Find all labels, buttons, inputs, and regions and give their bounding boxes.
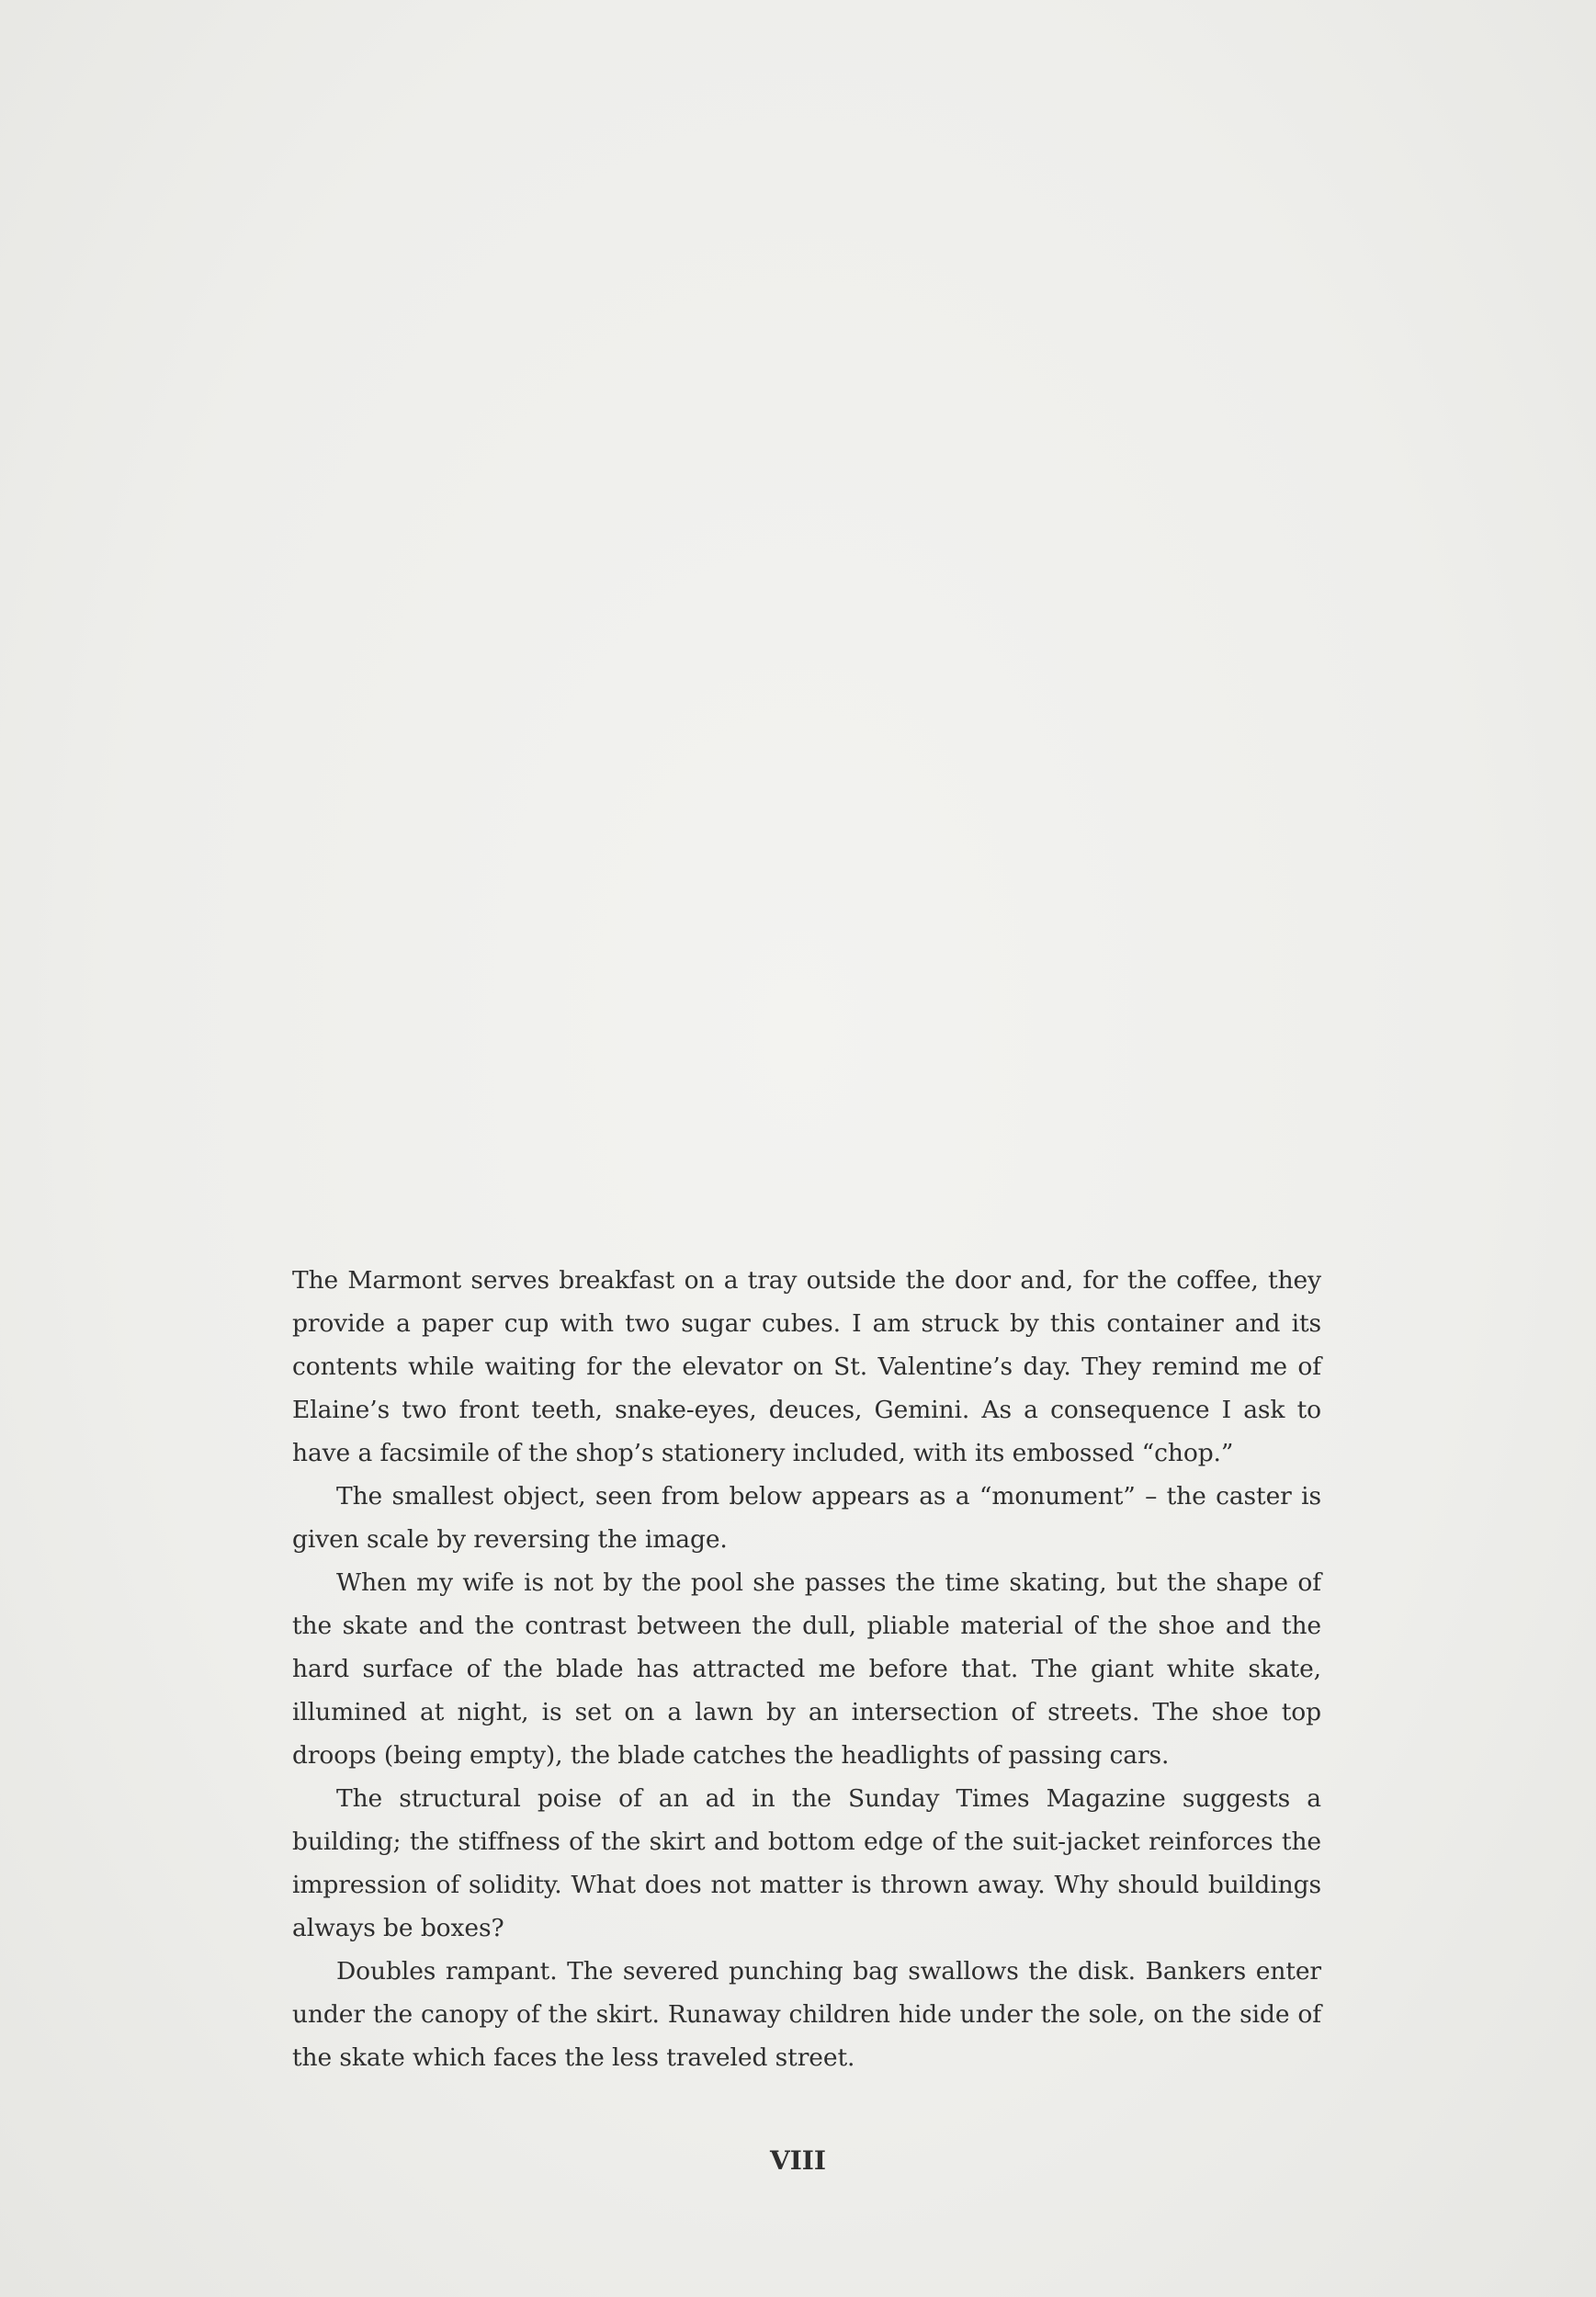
paragraph: The structural poise of an ad in the Sunday Times Magazine suggests a building; the stiffness of the skirt and bottom edge of the suit-jacket reinforces the impression of solidity. What does not matter is thrown away. Why should buildings always be boxes? (292, 1784, 1321, 1942)
body-text (292, 1259, 1321, 2079)
paragraph: The Marmont serves breakfast on a tray outside the door and, for the coffee, they provide a paper cup with two sugar cubes. I am struck by this container and its contents while waiting for the elevator on St. Valentine’s day. They remind me of Elaine’s two front teeth, snake-eyes, deuces, Gemini. As a consequence I ask to have a facsimile of the shop’s stationery included, with its embossed “chop.” (292, 1266, 1321, 1467)
page-number: VIII (769, 2145, 827, 2176)
paragraph: Doubles rampant. The severed punching bag swallows the disk. Bankers enter under the canopy of the skirt. Runaway children hide under the sole, on the side of the skate which faces the less traveled street. (292, 1957, 1321, 2072)
paragraph: When my wife is not by the pool she passes the time skating, but the shape of the skate and the contrast between the dull, pliable material of the shoe and the hard surface of the blade has attracted me before that. The giant white skate, illumined at night, is set on a lawn by an intersection of streets. The shoe top droops (being empty), the blade catches the headlights of passing cars. (292, 1568, 1321, 1770)
paragraph: The smallest object, seen from below appears as a “monument” – the caster is given scale by reversing the image. (292, 1482, 1321, 1554)
